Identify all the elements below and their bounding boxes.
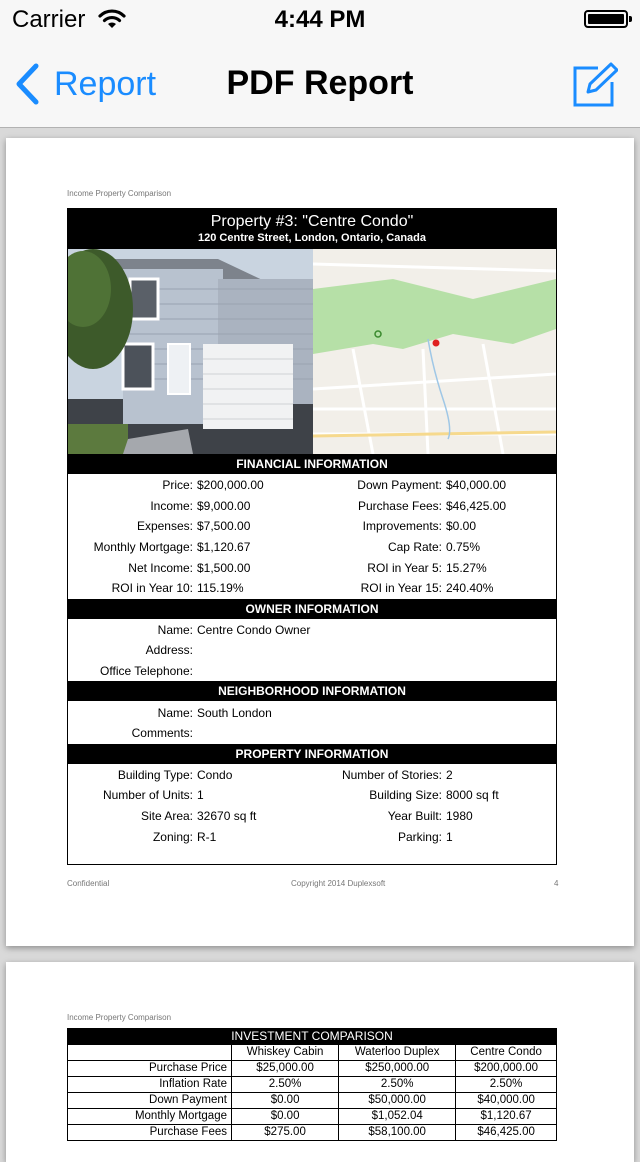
field-label: Purchase Fees: [357,498,442,513]
field-label: ROI in Year 15: [360,581,442,596]
back-button[interactable] [14,62,156,106]
field-value: 1 [446,829,453,844]
table-row [68,1061,557,1077]
field-value: Condo [197,767,233,782]
neighborhood-heading: NEIGHBORHOOD INFORMATION [68,681,556,701]
cell: $0.00 [232,1093,339,1109]
neighborhood-rows [68,701,556,743]
neighborhood-row [68,702,556,723]
owner-row [68,661,556,682]
financial-row [68,537,556,558]
owner-row [68,640,556,661]
property-row [68,806,556,827]
page-header: Income Property Comparison [67,1013,172,1022]
field-value: 1 [197,788,204,803]
field-label: Name: [157,622,193,637]
clock: 4:44 PM [274,6,366,33]
financial-row [68,557,556,578]
field-label: Name: [157,705,193,720]
row-label: Inflation Rate [68,1077,232,1093]
column-header: Centre Condo [456,1045,557,1061]
neighborhood-row [68,723,556,744]
property-report [67,208,557,865]
cell: $46,425.00 [456,1125,557,1141]
pdf-page-1 [6,138,634,946]
field-value: R-1 [197,829,217,844]
field-label: Number of Units: [102,788,193,803]
cell: $1,052.04 [339,1109,456,1125]
financial-row [68,496,556,517]
row-label: Purchase Price [68,1061,232,1077]
property-row [68,826,556,847]
field-label: Number of Stories: [341,767,442,782]
owner-heading: OWNER INFORMATION [68,599,556,619]
property-map [313,249,556,454]
field-value: 240.40% [446,581,494,596]
status-bar [0,0,640,40]
field-label: Site Area: [140,809,193,824]
carrier-label: Carrier [12,6,86,33]
owner-rows [68,619,556,682]
field-label: Comments: [131,726,193,741]
cell: $50,000.00 [339,1093,456,1109]
financial-heading: FINANCIAL INFORMATION [68,454,556,474]
field-label: Improvements: [362,519,442,534]
page-title: PDF Report [226,64,414,102]
field-label: Address: [145,643,193,658]
field-label: Building Type: [117,767,193,782]
field-label: Cap Rate: [387,540,442,555]
cell: $1,120.67 [456,1109,557,1125]
field-value: South London [197,705,272,720]
row-label: Down Payment [68,1093,232,1109]
column-header: Waterloo Duplex [339,1045,456,1061]
property-row [68,765,556,786]
cell: $0.00 [232,1109,339,1125]
page-number: 4 [554,879,559,888]
field-value: Centre Condo Owner [197,622,311,637]
property-address: 120 Centre Street, London, Ontario, Canada [198,232,426,244]
cell: $275.00 [232,1125,339,1141]
table-row [68,1077,557,1093]
table-row [68,1109,557,1125]
column-header: Whiskey Cabin [232,1045,339,1061]
field-label: ROI in Year 10: [111,581,193,596]
back-button-label: Report [54,64,157,103]
property-images [68,249,556,454]
page-header: Income Property Comparison [67,189,172,198]
financial-row [68,516,556,537]
investment-table [67,1028,557,1141]
owner-row [68,620,556,641]
investment-heading: INVESTMENT COMPARISON [68,1029,557,1045]
financial-row [68,475,556,496]
field-label: Building Size: [369,788,442,803]
cell: 2.50% [456,1077,557,1093]
field-label: Office Telephone: [100,664,193,679]
navigation-bar [0,40,640,128]
field-value: $1,120.67 [197,540,251,555]
field-label: Zoning: [152,829,193,844]
property-title: Property #3: "Centre Condo" [210,213,414,230]
field-value: 115.19% [197,581,244,596]
field-label: Parking: [397,829,442,844]
table-row [68,1125,557,1141]
cell: $40,000.00 [456,1093,557,1109]
field-label: Monthly Mortgage: [93,540,193,555]
field-value: 0.75% [446,540,481,555]
field-label: ROI in Year 5: [367,560,442,575]
property-rows [68,764,556,847]
footer-left: Confidential [67,879,110,888]
row-label: Purchase Fees [68,1125,232,1141]
field-value: $1,500.00 [197,560,251,575]
battery-icon [584,10,628,28]
financial-row [68,578,556,599]
field-value: 2 [446,767,453,782]
row-label: Monthly Mortgage [68,1109,232,1125]
cell: $58,100.00 [339,1125,456,1141]
field-value: $7,500.00 [197,519,251,534]
field-value: 1980 [446,809,473,824]
field-label: Down Payment: [357,478,442,493]
field-value: $0.00 [446,519,477,534]
cell: 2.50% [232,1077,339,1093]
field-label: Expenses: [136,519,193,534]
field-value: 32670 sq ft [197,809,257,824]
compose-icon[interactable] [572,62,618,108]
field-label: Year Built: [387,809,442,824]
field-value: $40,000.00 [446,478,507,493]
cell: $25,000.00 [232,1061,339,1077]
property-row [68,785,556,806]
cell: $250,000.00 [339,1061,456,1077]
field-label: Income: [150,498,193,513]
cell: 2.50% [339,1077,456,1093]
field-value: $46,425.00 [446,498,507,513]
chevron-left-icon [14,63,40,105]
field-label: Price: [162,478,193,493]
property-heading: PROPERTY INFORMATION [68,744,556,764]
property-photo [68,249,313,454]
table-row [68,1093,557,1109]
field-value: 15.27% [446,560,487,575]
table-corner [68,1045,232,1061]
pdf-page-2 [6,962,634,1162]
cell: $200,000.00 [456,1061,557,1077]
financial-rows [68,474,556,599]
field-value: 8000 sq ft [446,788,499,803]
property-title-bar [68,209,556,249]
footer-center: Copyright 2014 Duplexsoft [291,879,386,888]
field-label: Net Income: [128,560,193,575]
field-value: $9,000.00 [197,498,251,513]
field-value: $200,000.00 [197,478,264,493]
